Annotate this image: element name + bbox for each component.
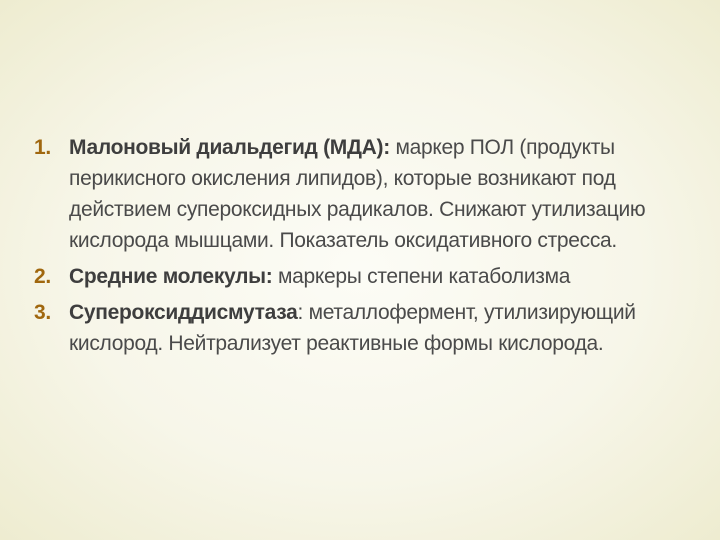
item-number: 3.	[34, 301, 51, 324]
item-term: Средние молекулы:	[69, 265, 273, 288]
slide-content	[34, 132, 694, 364]
item-description: маркер ПОЛ (продукты перикисного окисления липидов), которые возникают под действием супероксидных радикалов. Снижают утилизацию кислорода мышцами. Показатель оксидативного стресса.	[69, 136, 646, 252]
item-number: 2.	[34, 265, 51, 288]
item-term: Малоновый диальдегид (МДА):	[69, 136, 390, 159]
item-description: : металлофермент, утилизирующий кислород. Нейтрализует реактивные формы кислорода.	[69, 301, 636, 355]
list-item-middle-molecules	[34, 261, 694, 292]
list-item-sod	[34, 297, 694, 359]
item-description: маркеры степени катаболизма	[272, 265, 571, 288]
item-number: 1.	[34, 136, 51, 159]
list-item-mda	[34, 132, 694, 256]
item-term: Супероксиддисмутаза	[69, 301, 298, 324]
marker-list	[34, 132, 694, 359]
